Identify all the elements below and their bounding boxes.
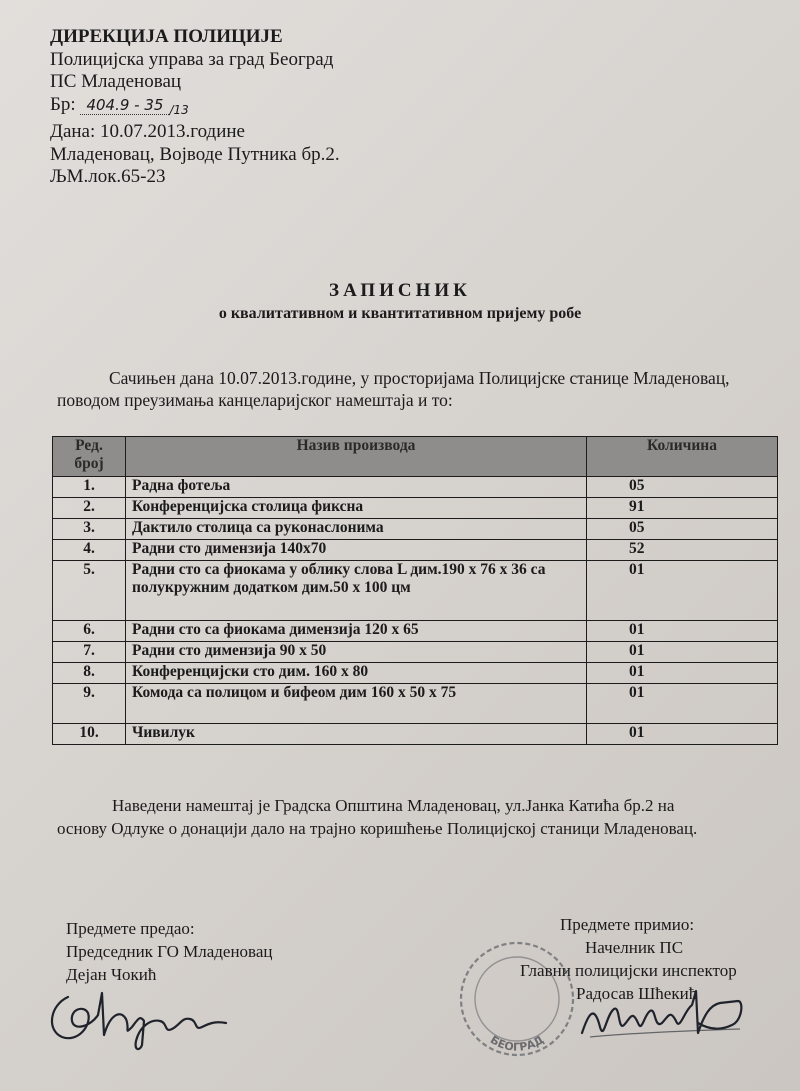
row-number: 8.: [53, 663, 126, 684]
table-row: [53, 663, 778, 684]
row-product-name: Радни сто са фиокама димензија 120 х 65: [126, 621, 587, 642]
row-quantity: 52: [587, 540, 778, 561]
header-number-line: Ред.: [75, 437, 103, 454]
row-product-name: Дактило столица са руконаслонима: [126, 519, 587, 540]
row-quantity: 01: [587, 642, 778, 663]
directorate-name: ДИРЕКЦИЈА ПОЛИЦИЈЕ: [50, 26, 283, 47]
reference-code: ЉМ.лок.65-23: [50, 166, 166, 187]
header-product-name: Назив производа: [126, 437, 587, 477]
row-number: 9.: [53, 684, 126, 724]
row-product-name: Комода са полицом и бифеом дим 160 х 50 х 75: [126, 684, 587, 724]
items-table: [52, 436, 778, 745]
station-address: Младеновац, Војводе Путника бр.2.: [50, 143, 340, 165]
table-row: [53, 498, 778, 519]
row-product-name: Радна фотеља: [126, 477, 587, 498]
row-number: 1.: [53, 477, 126, 498]
handwritten-signature-right: [570, 975, 760, 1055]
handwritten-number: 404.9 - 35: [80, 96, 169, 115]
row-quantity: 01: [587, 724, 778, 745]
intro-line: поводом преузимања канцеларијског намештаја и то:: [57, 390, 453, 410]
row-number: 3.: [53, 519, 126, 540]
document-subtitle: о квалитативном и квантитативном пријему робе: [218, 305, 582, 322]
document-title: ЗАПИСНИК: [329, 280, 471, 301]
row-quantity: 05: [587, 477, 778, 498]
row-product-name: Чивилук: [126, 724, 587, 745]
intro-line: Сачињен дана 10.07.2013.године, у просторијама Полицијске станице Младеновац,: [109, 368, 730, 388]
document-date: Дана: 10.07.2013.године: [50, 121, 245, 142]
number-prefix: Бр:: [50, 93, 76, 115]
received-label: Предмете примио:: [560, 915, 695, 934]
row-quantity: 01: [587, 684, 778, 724]
row-number: 5.: [53, 561, 126, 621]
number-suffix: /13: [169, 102, 189, 117]
received-role-inspector: Главни полицијски инспектор: [520, 961, 737, 980]
handed-over-label: Предмете предао:: [66, 919, 195, 938]
row-quantity: 01: [587, 621, 778, 642]
intro-paragraph: [57, 367, 777, 411]
row-number: 6.: [53, 621, 126, 642]
row-product-name: Радни сто димензија 90 х 50: [126, 642, 587, 663]
row-product-name: Радни сто са фиокама у облику слова L дим.190 х 76 х 36 са полукружним додатком дим.50 х 100 цм: [126, 561, 587, 621]
row-number: 10.: [53, 724, 126, 745]
letterhead: [50, 26, 340, 189]
row-number: 7.: [53, 642, 126, 663]
row-quantity: 05: [587, 519, 778, 540]
table-header-row: [53, 437, 778, 477]
table-row: [53, 684, 778, 724]
row-quantity: 91: [587, 498, 778, 519]
received-role-chief: Начелник ПС: [585, 938, 684, 957]
table-row: [53, 561, 778, 621]
row-product-name: Конференцијска столица фиксна: [126, 498, 587, 519]
stamp-text: БЕОГРАД: [487, 1033, 547, 1054]
handwritten-signature-left: [40, 975, 270, 1055]
row-number: 4.: [53, 540, 126, 561]
table-row: [53, 642, 778, 663]
table-row: [53, 540, 778, 561]
table-row: [53, 724, 778, 745]
station-name: ПС Младеновац: [50, 71, 182, 92]
closing-line: основу Одлуке о донацији дало на трајно коришћење Полицијској станици Младеновац.: [57, 819, 698, 838]
received-name: Радосав Шћекић: [576, 984, 698, 1003]
closing-line: Наведени намештај је Градска Општина Младеновац, ул.Јанка Катића бр.2 на: [112, 796, 675, 815]
header-quantity: Количина: [587, 437, 778, 477]
table-row: [53, 519, 778, 540]
closing-paragraph: [57, 794, 777, 840]
header-number: [53, 437, 126, 477]
row-quantity: 01: [587, 561, 778, 621]
table-row: [53, 621, 778, 642]
table-row: [53, 477, 778, 498]
row-number: 2.: [53, 498, 126, 519]
header-number-line: број: [74, 455, 104, 472]
handed-over-role: Председник ГО Младеновац: [66, 942, 273, 961]
document-number: [50, 94, 340, 122]
administration-name: Полицијска управа за град Београд: [50, 48, 334, 70]
row-quantity: 01: [587, 663, 778, 684]
row-product-name: Радни сто димензија 140х70: [126, 540, 587, 561]
handed-over-name: Дејан Чокић: [66, 965, 157, 984]
row-product-name: Конференцијски сто дим. 160 х 80: [126, 663, 587, 684]
